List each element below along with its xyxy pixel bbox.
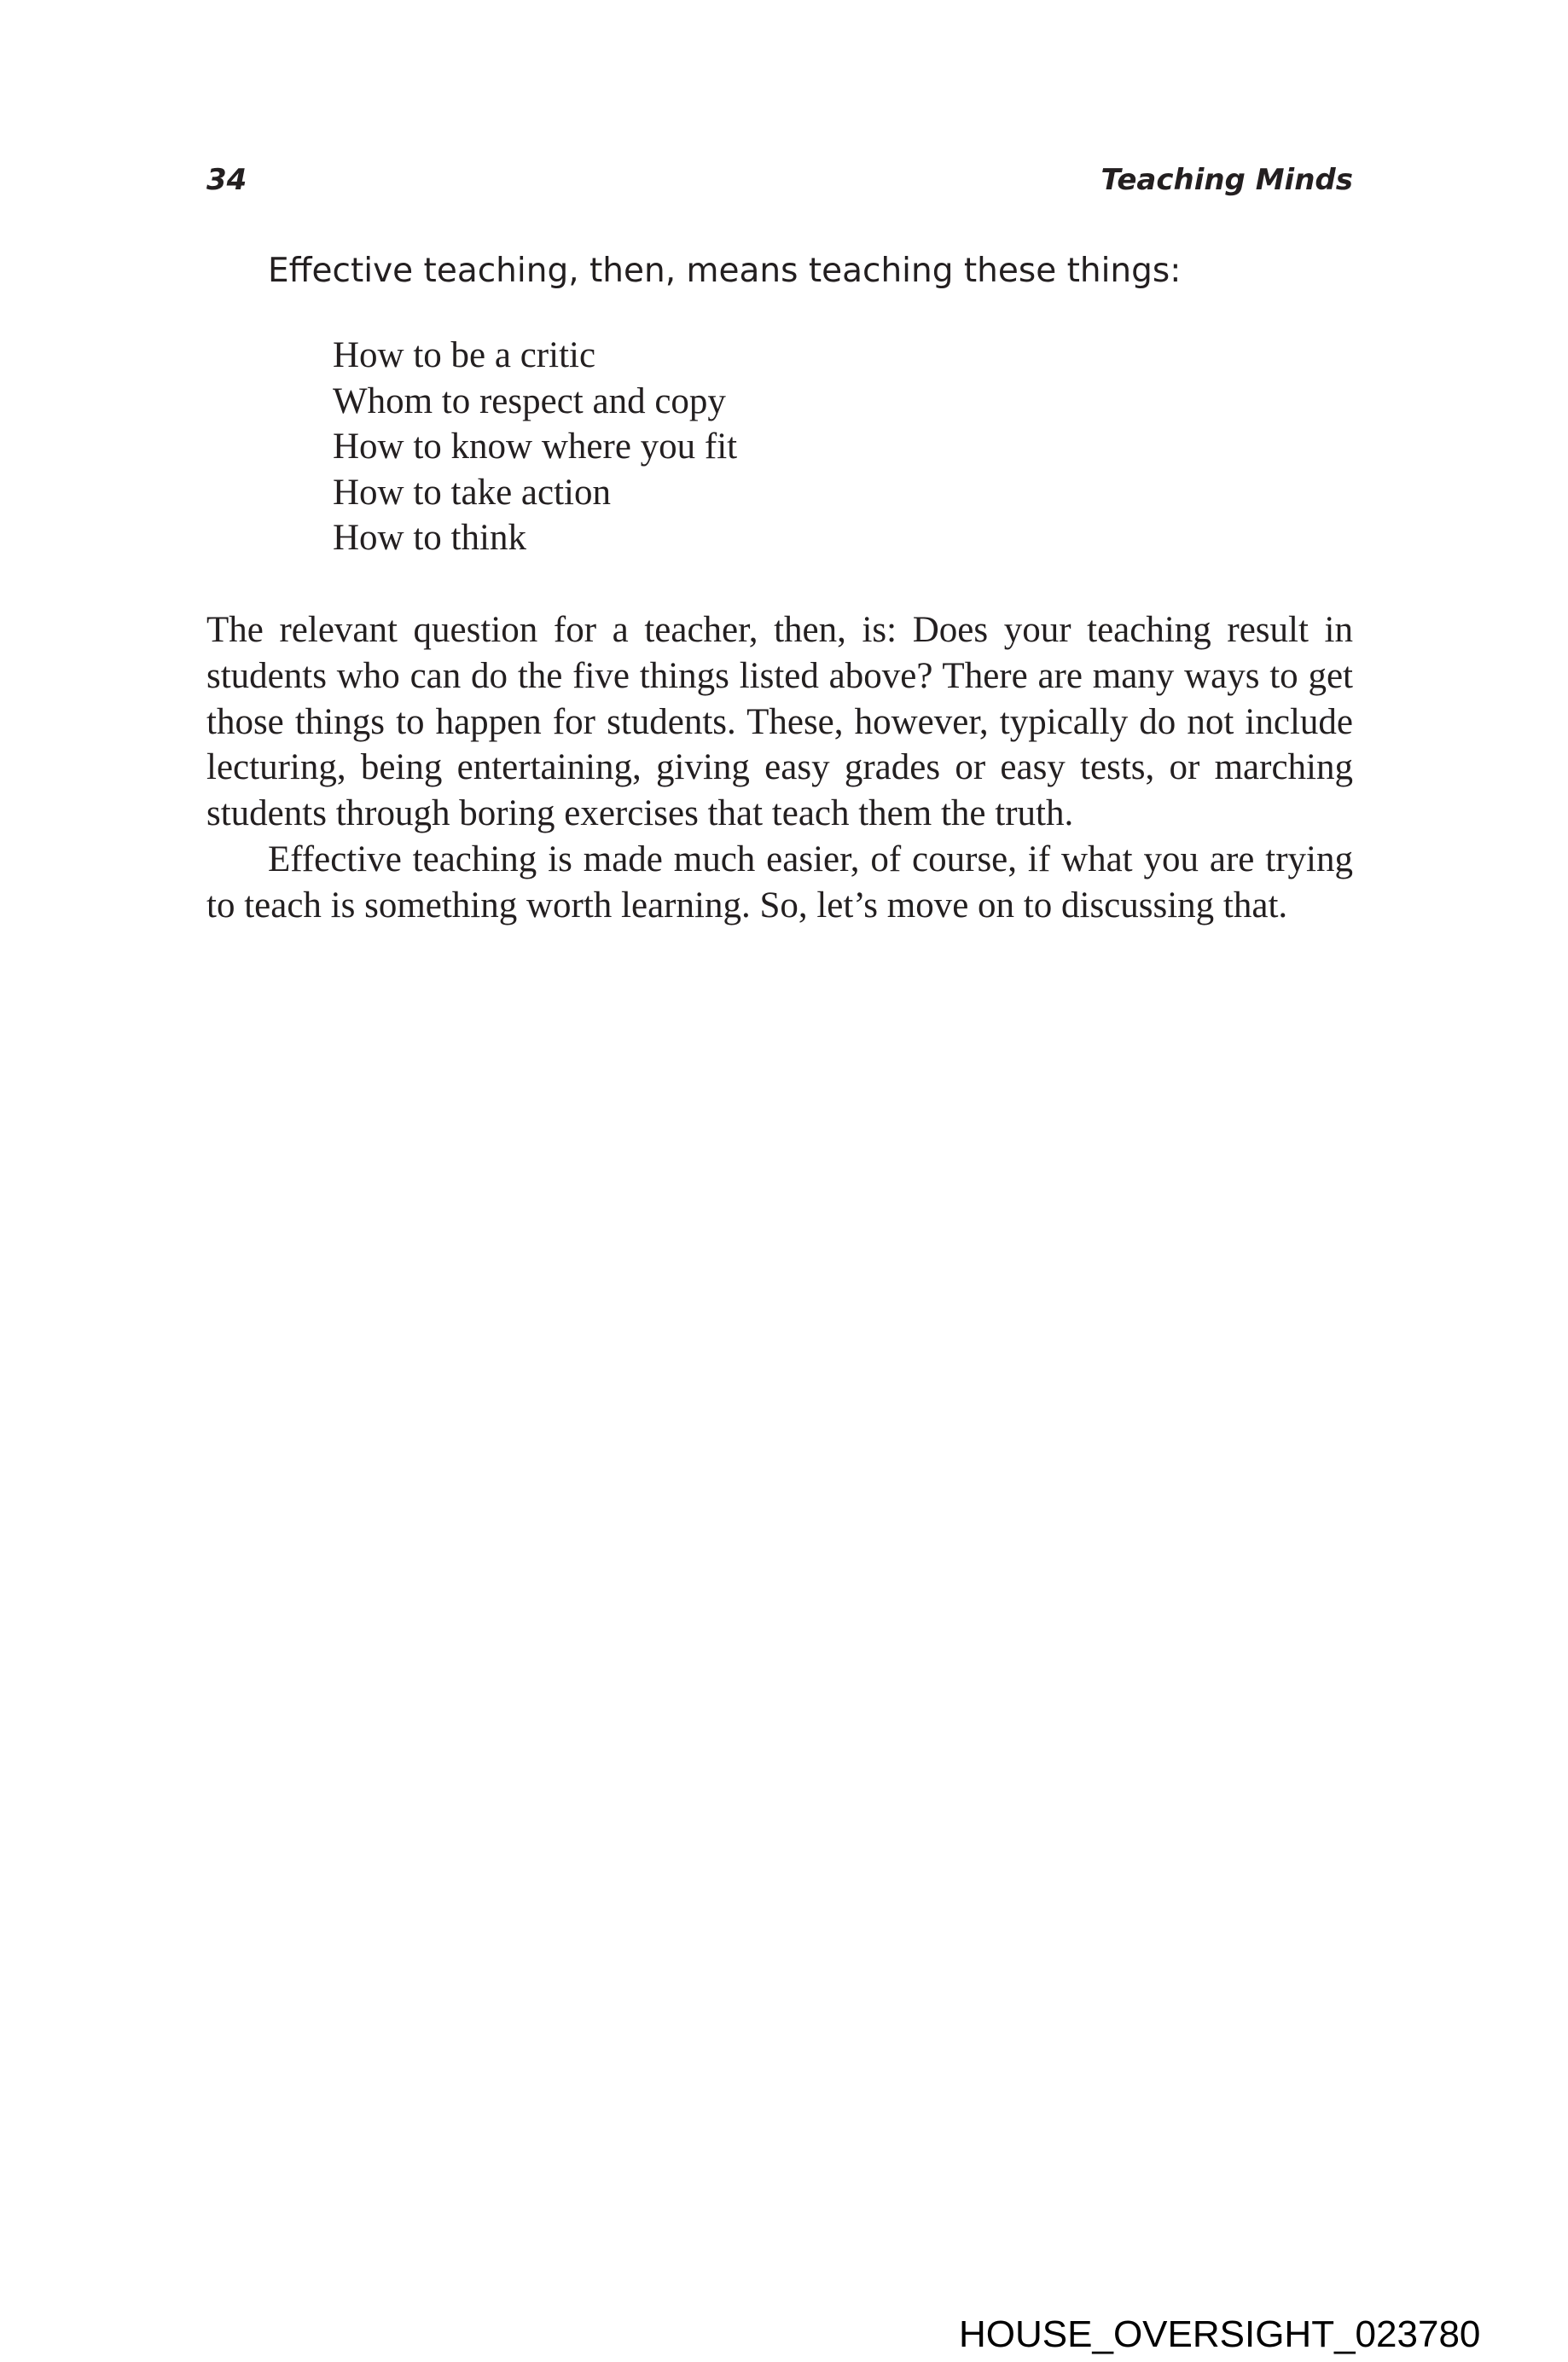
page-number: 34 [206,163,247,197]
paragraph: The relevant question for a teacher, then, is: Does your teaching result in students who can do the five things listed above? There are many ways to get those things to happen for students. These, however, typically do not include lecturing, being entertaining, giving easy grades or easy tests, or marching students through boring exercises that teach them the truth. [206,610,1353,834]
intro-line: Effective teaching, then, means teaching these things: [268,252,1182,290]
paragraph: Effective teaching is made much easier, of course, if what you are trying to teach is something worth learning. So, let’s move on to discussing that. [206,839,1353,926]
bates-stamp: HOUSE_OVERSIGHT_023780 [959,2313,1481,2355]
running-header [206,159,1353,201]
list-item: How to be a critic [333,335,596,375]
book-title: Teaching Minds [1101,163,1353,197]
list-item: How to think [333,518,526,558]
list-item: How to take action [333,472,611,513]
list-item: Whom to respect and copy [333,380,726,421]
list-item: How to know where you fit [333,427,738,467]
body-text [206,607,1353,929]
teaching-list [333,333,737,561]
